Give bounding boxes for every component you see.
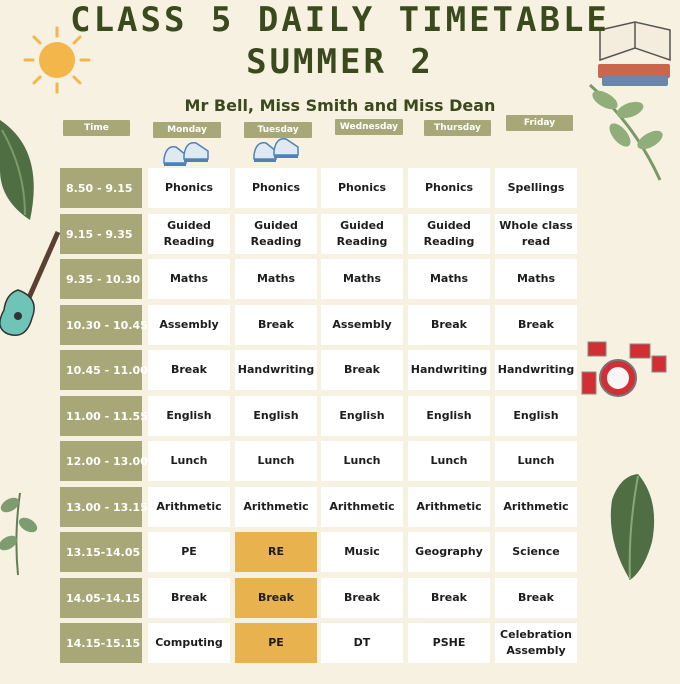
header-tuesday: Tuesday xyxy=(244,122,312,138)
time-slot: 10.45 - 11.00 xyxy=(60,350,142,390)
lesson-cell: Assembly xyxy=(321,305,403,345)
lesson-cell: Whole class read xyxy=(495,214,577,254)
lesson-cell: Computing xyxy=(148,623,230,663)
lesson-cell: Break xyxy=(148,578,230,618)
lesson-cell: RE xyxy=(235,532,317,572)
time-slot: 13.00 - 13.15 xyxy=(60,487,142,527)
lesson-cell: Maths xyxy=(235,259,317,299)
lesson-cell: Lunch xyxy=(408,441,490,481)
lesson-cell: Phonics xyxy=(235,168,317,208)
lesson-cell: Break xyxy=(148,350,230,390)
page-title: CLASS 5 DAILY TIMETABLE xyxy=(70,0,610,40)
lesson-cell: Arithmetic xyxy=(408,487,490,527)
lesson-cell: Break xyxy=(408,578,490,618)
lesson-cell: Lunch xyxy=(235,441,317,481)
header-monday: Monday xyxy=(153,122,221,138)
lesson-cell: PSHE xyxy=(408,623,490,663)
leaf-icon xyxy=(575,75,675,185)
lesson-cell: English xyxy=(495,396,577,436)
guitar-icon xyxy=(0,228,65,343)
time-slot: 8.50 - 9.15 xyxy=(60,168,142,208)
lesson-cell: Phonics xyxy=(321,168,403,208)
lesson-cell: PE xyxy=(235,623,317,663)
lesson-cell: Arithmetic xyxy=(321,487,403,527)
time-slot: 14.05-14.15 xyxy=(60,578,142,618)
page-title-line2: SUMMER 2 xyxy=(246,42,434,82)
lesson-cell: Lunch xyxy=(148,441,230,481)
leaf-icon xyxy=(0,110,45,230)
lesson-cell: Maths xyxy=(148,259,230,299)
lesson-cell: Guided Reading xyxy=(408,214,490,254)
lesson-cell: Break xyxy=(321,578,403,618)
lesson-cell: Celebration Assembly xyxy=(495,623,577,663)
lesson-cell: Lunch xyxy=(321,441,403,481)
lesson-cell: PE xyxy=(148,532,230,572)
lesson-cell: Handwriting xyxy=(235,350,317,390)
drum-kit-icon xyxy=(580,338,675,403)
lesson-cell: Break xyxy=(408,305,490,345)
lesson-cell: Science xyxy=(495,532,577,572)
lesson-cell: Break xyxy=(235,578,317,618)
lesson-cell: Guided Reading xyxy=(321,214,403,254)
lesson-cell: Break xyxy=(495,578,577,618)
time-slot: 13.15-14.05 xyxy=(60,532,142,572)
lesson-cell: Arithmetic xyxy=(148,487,230,527)
lesson-cell: English xyxy=(408,396,490,436)
lesson-cell: Guided Reading xyxy=(235,214,317,254)
time-slot: 10.30 - 10.45 xyxy=(60,305,142,345)
lesson-cell: Break xyxy=(235,305,317,345)
leaf-icon xyxy=(598,470,663,585)
header-wednesday: Wednesday xyxy=(335,119,403,135)
lesson-cell: Maths xyxy=(321,259,403,299)
lesson-cell: Spellings xyxy=(495,168,577,208)
time-slot: 9.15 - 9.35 xyxy=(60,214,142,254)
lesson-cell: DT xyxy=(321,623,403,663)
lesson-cell: Lunch xyxy=(495,441,577,481)
lesson-cell: Break xyxy=(321,350,403,390)
time-slot: 14.15-15.15 xyxy=(60,623,142,663)
leaf-icon xyxy=(0,485,38,580)
lesson-cell: Handwriting xyxy=(408,350,490,390)
time-slot: 9.35 - 10.30 xyxy=(60,259,142,299)
teacher-names: Mr Bell, Miss Smith and Miss Dean xyxy=(184,96,496,115)
lesson-cell: Arithmetic xyxy=(235,487,317,527)
time-slot: 11.00 - 11.55 xyxy=(60,396,142,436)
lesson-cell: Guided Reading xyxy=(148,214,230,254)
header-time: Time xyxy=(63,120,130,136)
lesson-cell: English xyxy=(148,396,230,436)
sneakers-icon xyxy=(160,137,212,171)
lesson-cell: Maths xyxy=(408,259,490,299)
lesson-cell: Phonics xyxy=(148,168,230,208)
lesson-cell: Geography xyxy=(408,532,490,572)
lesson-cell: Phonics xyxy=(408,168,490,208)
lesson-cell: Arithmetic xyxy=(495,487,577,527)
lesson-cell: Break xyxy=(495,305,577,345)
lesson-cell: Handwriting xyxy=(495,350,577,390)
header-thursday: Thursday xyxy=(424,120,491,136)
sneakers-icon xyxy=(250,133,302,167)
lesson-cell: English xyxy=(235,396,317,436)
header-friday: Friday xyxy=(506,115,573,131)
lesson-cell: Maths xyxy=(495,259,577,299)
lesson-cell: Music xyxy=(321,532,403,572)
lesson-cell: Assembly xyxy=(148,305,230,345)
time-slot: 12.00 - 13.00 xyxy=(60,441,142,481)
lesson-cell: English xyxy=(321,396,403,436)
